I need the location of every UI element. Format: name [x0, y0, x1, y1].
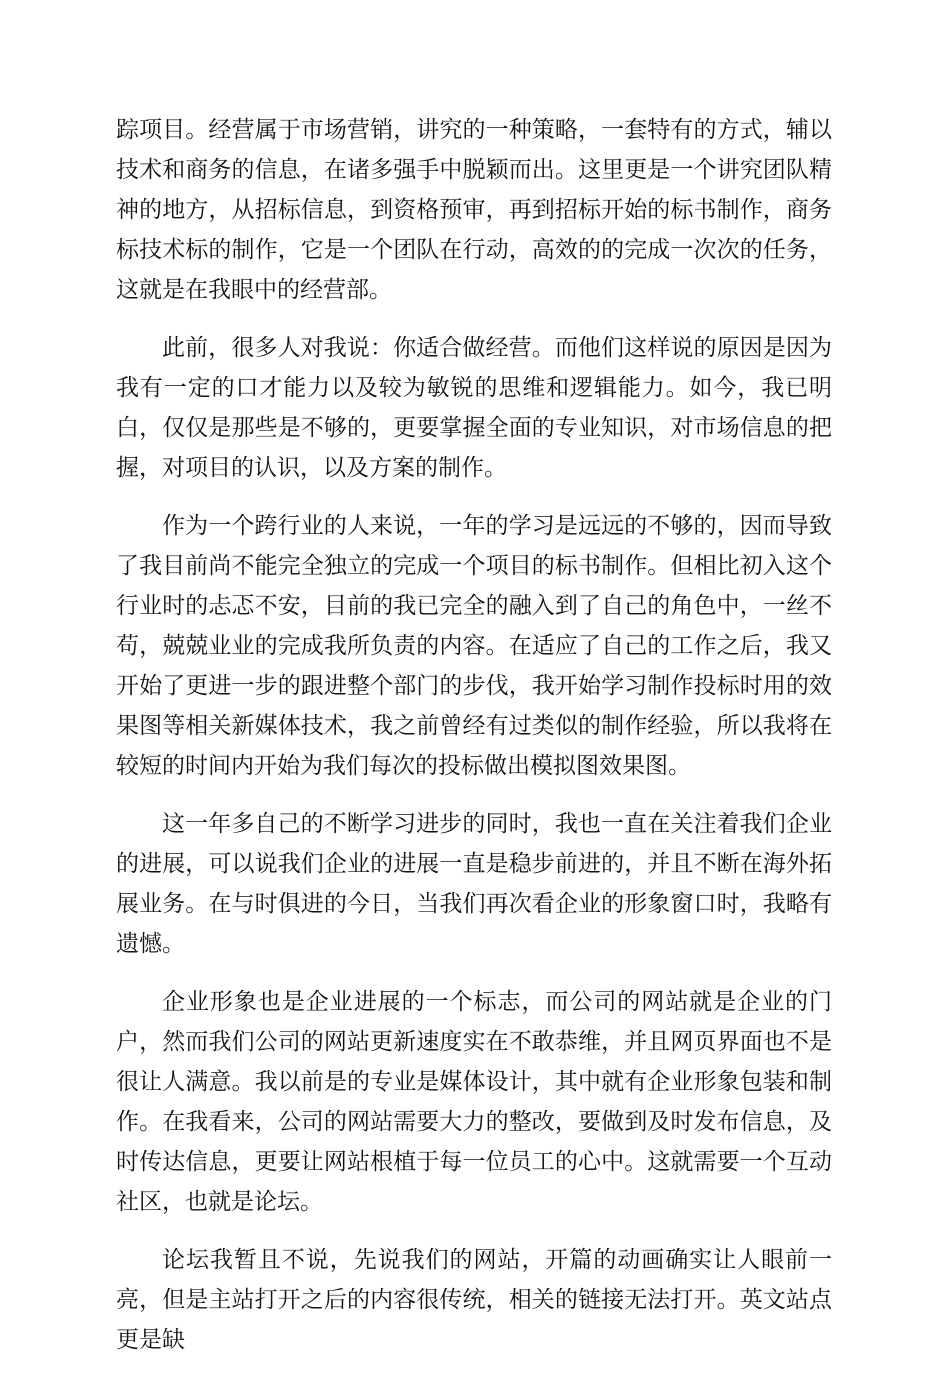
paragraph-3: 作为一个跨行业的人来说，一年的学习是远远的不够的，因而导致了我目前尚不能完全独立的完成一个项目的标书制作。但相比初入这个行业时的忐忑不安，目前的我已完全的融入到了自己的角色中，一丝不苟，兢兢业业的完成我所负责的内容。在适应了自己的工作之后，我又开始了更进一步的跟进整个部门的步伐，我开始学习制作投标时用的效果图等相关新媒体技术，我之前曾经有过类似的制作经验，所以我将在较短的时间内开始为我们每次的投标做出模拟图效果图。	[116, 513, 832, 779]
paragraph-6: 论坛我暂且不说，先说我们的网站，开篇的动画确实让人眼前一亮，但是主站打开之后的内容很传统，相关的链接无法打开。英文站点更是缺	[116, 1247, 832, 1353]
document-body	[116, 110, 832, 1378]
paragraph-5: 企业形象也是企业进展的一个标志，而公司的网站就是企业的门户，然而我们公司的网站更新速度实在不敢恭维，并且网页界面也不是很让人满意。我以前是的专业是媒体设计，其中就有企业形象包装和制作。在我看来，公司的网站需要大力的整改，要做到及时发布信息，及时传达信息，更要让网站根植于每一位员工的心中。这就需要一个互动社区，也就是论坛。	[116, 989, 832, 1215]
paragraph-2: 此前，很多人对我说：你适合做经营。而他们这样说的原因是因为我有一定的口才能力以及较为敏锐的思维和逻辑能力。如今，我已明白，仅仅是那些是不够的，更要掌握全面的专业知识，对市场信息的把握，对项目的认识，以及方案的制作。	[116, 335, 832, 481]
paragraph-1: 踪项目。经营属于市场营销，讲究的一种策略，一套特有的方式，辅以技术和商务的信息，在诸多强手中脱颖而出。这里更是一个讲究团队精神的地方，从招标信息，到资格预审，再到招标开始的标书制作，商务标技术标的制作，它是一个团队在行动，高效的的完成一次次的任务，这就是在我眼中的经营部。	[116, 117, 832, 303]
paragraph-4: 这一年多自己的不断学习进步的同时，我也一直在关注着我们企业的进展，可以说我们企业的进展一直是稳步前进的，并且不断在海外拓展业务。在与时俱进的今日，当我们再次看企业的形象窗口时，我略有遗憾。	[116, 811, 832, 957]
